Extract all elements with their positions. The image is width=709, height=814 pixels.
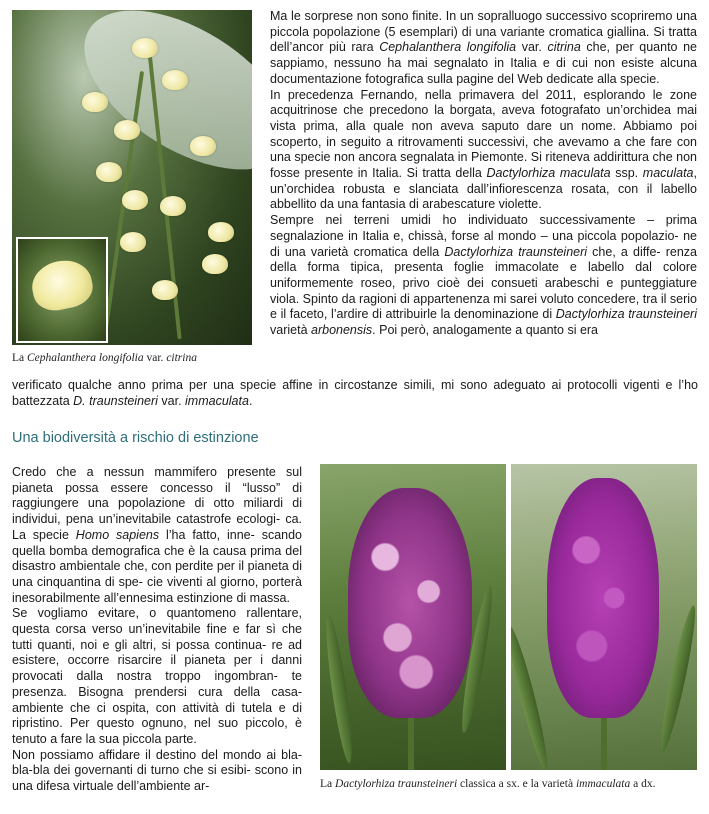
top-paragraph-1	[270, 9, 697, 88]
text-run: Homo sapiens	[75, 527, 160, 542]
top-paragraph-3	[270, 213, 697, 339]
caption-run: Cephalanthera longifolia	[27, 352, 144, 364]
bottom-paragraph-3	[12, 748, 302, 795]
text-run: Dactylorhiza traunsteineri	[444, 244, 588, 259]
text-run: segnalazione in Italia e, chissà, forse al mondo – una piccola popolazio-	[270, 228, 679, 243]
text-run: . Poi però, analogamente a quanto si era	[372, 323, 599, 338]
text-run: dall’infiorescenza rosata, con il labello abbellito da una fantasia di	[270, 181, 698, 212]
text-run: questa corsa verso un’inevitabile fine e far sì	[12, 622, 276, 637]
text-run: perdite per il pianeta di una cinquantina di spe-	[12, 559, 302, 589]
top-text-column	[270, 9, 697, 339]
text-run: Se vogliamo evitare, o quantomeno rallentare,	[12, 606, 302, 621]
text-run: D. traunsteineri	[73, 393, 158, 408]
text-run: In precedenza Fernando, nella primavera del 2011, esplorando le zone	[270, 87, 697, 102]
text-run: ripristino. Per questo ognuno, nel suo piccolo,	[12, 716, 288, 731]
text-run: bla-bla-bla dei governanti di turno che si esibi-	[12, 747, 302, 778]
text-run: quanto ne sappiamo, nessuno ha mai segnalato in Italia e di cui non	[270, 40, 697, 71]
text-run: Ma le sorprese non sono finite. In un sopralluogo successivo scopriremo	[270, 9, 673, 23]
text-run: mai vista prima, alla quale non aveva saputo dare un nome. Abbiamo	[270, 103, 697, 133]
caption-run: immaculata	[575, 778, 631, 790]
caption-run: La	[12, 352, 28, 364]
text-run: citrina	[547, 40, 581, 55]
caption-run: Dactylorhiza traunsteineri	[335, 778, 458, 790]
bottom-text-column	[12, 465, 302, 795]
text-run: individui, pena un’inevitabile catastrofe ecologi-	[12, 512, 281, 527]
text-run: arabescature violette.	[422, 197, 542, 212]
text-run: uniformemente roseo, privo cioè dei consueti arabeschi e punteggiature	[270, 275, 697, 290]
text-run: , un’orchidea robusta e slanciata	[270, 166, 697, 196]
text-run: che, a diffe-	[587, 244, 661, 259]
text-run: causa prima del disastro ambientale che, con	[12, 543, 302, 574]
bottom-paragraph-1	[12, 465, 302, 606]
text-run: una piccola popolazione (5 esemplari) di una variante cromatica giallina.	[270, 9, 697, 39]
text-run: all’ennesima estinzione di massa.	[103, 590, 290, 605]
text-run: che, per	[580, 40, 634, 55]
text-run: poi scoperto, in seguito a ritrovamenti successivi, che avevamo a che	[270, 118, 697, 149]
text-run: fare con una specie non ancora segnalata in Piemonte. Si riteneva	[270, 134, 697, 165]
text-run: var.	[516, 40, 548, 55]
text-run: danni provocati dalla nostra troppo ingombran-	[12, 653, 302, 684]
text-run: var.	[157, 393, 186, 408]
text-run: ca. La specie	[12, 512, 302, 542]
text-run: Credo che a nessun mammifero presente sul	[12, 465, 302, 479]
text-run: cie viventi al giorno, porterà inesorabilmente	[12, 574, 303, 605]
text-run: renza della forma tipica, presenta foglie immacolate e labello dal colore	[270, 244, 697, 275]
text-run: serio e il faceto, l’ardire di attribuirle la denominazione di	[270, 291, 697, 322]
text-run: verificato qualche anno prima per una specie affine in circostanze simili, mi sono adeguato ai protocolli vigenti e l’ho	[12, 378, 698, 392]
caption-run: La	[320, 778, 336, 790]
section-heading: Una biodiversità a rischio di estinzione	[12, 430, 259, 446]
text-run: Si tratta dell’ancor più rara	[270, 24, 697, 55]
full-width-text	[12, 378, 698, 409]
text-run: alla specie.	[597, 71, 660, 86]
dactylorhiza-caption	[320, 777, 700, 791]
cephalanthera-caption	[12, 351, 252, 365]
text-run: Dactylorhiza	[555, 307, 625, 322]
text-run: Dactylorhiza	[486, 166, 556, 181]
caption-run: a dx.	[630, 778, 656, 790]
caption-run: var.	[143, 352, 167, 364]
text-run: re ad esistere, occorre risarcire il pianeta per i	[12, 637, 302, 668]
text-run: ssp.	[610, 166, 643, 181]
text-run: esiste alcuna documentazione fotografica sulla pagine del Web dedicate	[270, 56, 697, 86]
text-run: ne di una varietà cromatica della	[270, 228, 698, 259]
text-run: maculata	[642, 166, 694, 181]
text-run: è tenuto a fare la sua piccola parte.	[12, 716, 302, 746]
text-run: maculata	[559, 166, 611, 181]
text-run: .	[248, 393, 253, 408]
text-run: che tutti quanti, noi e gli altri, si possa continua-	[12, 622, 302, 652]
text-run: l’ha fatto, inne-	[159, 527, 255, 542]
text-run: Non possiamo affidare il destino del mondo ai	[12, 747, 277, 762]
text-run: te presenza. Bisogna prendersi cura della casa-	[12, 669, 302, 699]
text-run: pianeta possa essere concesso il “lusso” di	[12, 480, 302, 495]
text-run: battezzata	[12, 393, 74, 408]
text-run: varietà	[270, 323, 311, 338]
caption-run: classica a sx. e la varietà	[457, 778, 576, 790]
text-run: scono in una difesa virtuale dell’ambiente ar-	[12, 763, 302, 794]
dactylorhiza-immaculata-photo	[511, 464, 697, 770]
text-run: scando quella bomba demografica che è la	[12, 527, 302, 558]
cephalanthera-photo	[12, 10, 252, 345]
top-paragraph-2	[270, 88, 697, 214]
text-run: addirittura che non fosse presente in Italia. Si tratta della	[270, 150, 698, 181]
bottom-paragraph-2	[12, 606, 302, 747]
dactylorhiza-classic-photo	[320, 464, 506, 770]
text-run: ambiente che ci ospita, con attività di tutela e di	[12, 700, 302, 715]
flower-closeup-inset	[16, 237, 108, 343]
text-run: traunsteineri	[628, 307, 697, 322]
text-run: immaculata	[185, 393, 249, 408]
text-run: Sempre nei terreni umidi ho individuato successivamente – prima	[270, 213, 697, 228]
full-width-paragraph	[12, 378, 698, 409]
text-run: arbonensis	[311, 323, 373, 338]
text-run: viola. Spinto da ragioni di appartenenza mi sarei voluto concedere, tra il	[270, 291, 667, 306]
caption-run: citrina	[166, 352, 197, 364]
text-run: Cephalanthera longifolia	[379, 40, 517, 55]
text-run: acquitrinose che precedono la borgata, aveva fotografato un’orchidea	[270, 103, 671, 118]
text-run: raggiungere una popolazione di otto miliardi di	[12, 496, 302, 511]
